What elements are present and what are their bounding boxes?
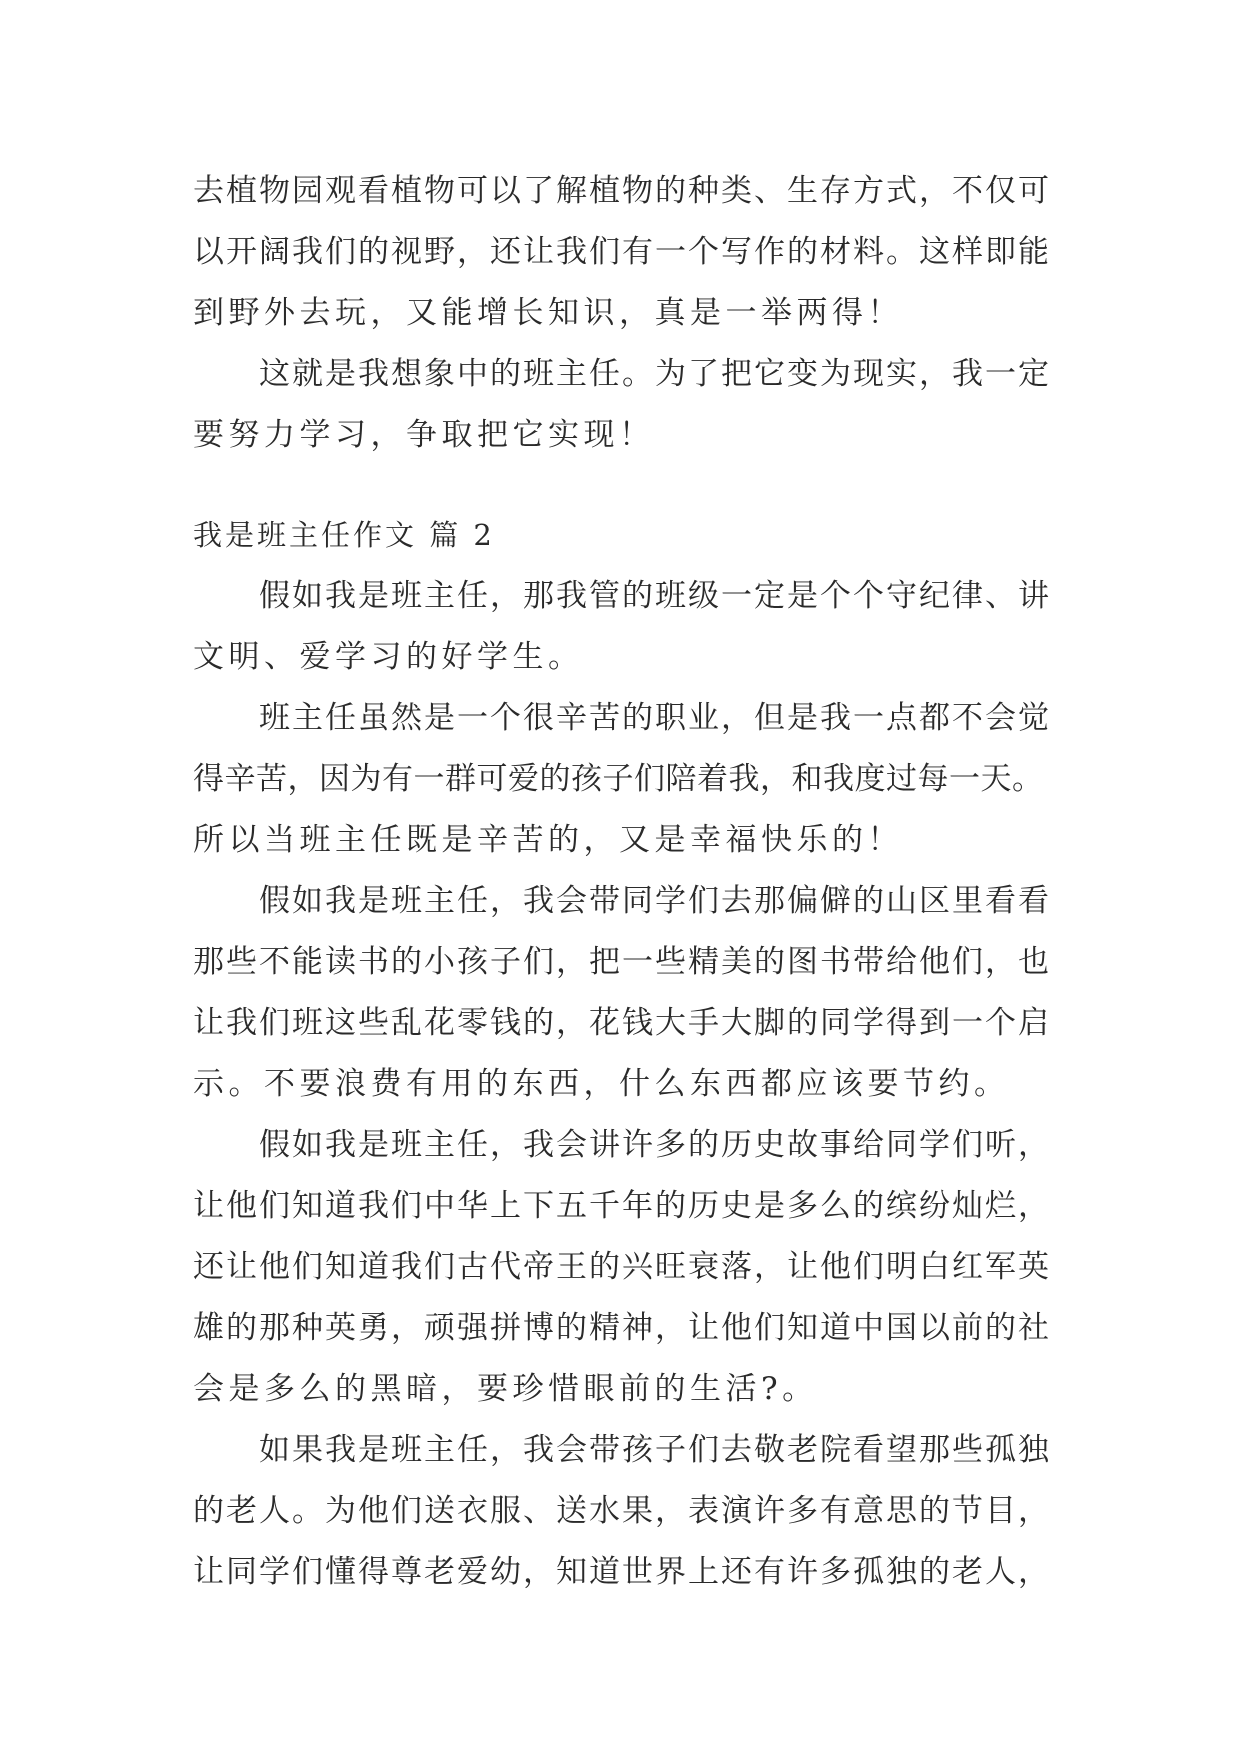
paragraph-start-line: 班主任虽然是一个很辛苦的职业，但是我一点都不会觉 [259, 700, 1051, 736]
top-section [193, 161, 1053, 466]
paragraph-start-line: 假如我是班主任，我会讲许多的历史故事给同学们听， [259, 1127, 1051, 1163]
text-line: 到野外去玩，又能增长知识，真是一举两得！ [193, 295, 903, 331]
text-line: 让他们知道我们中华上下五千年的历史是多么的缤纷灿烂， [193, 1188, 1051, 1224]
text-line: 会是多么的黑暗，要珍惜眼前的生活?。 [193, 1371, 818, 1407]
text-line: 那些不能读书的小孩子们，把一些精美的图书带给他们，也 [193, 944, 1051, 980]
paragraph-start-line: 这就是我想象中的班主任。为了把它变为现实，我一定 [259, 356, 1051, 392]
text-line: 要努力学习，争取把它实现！ [193, 417, 655, 453]
text-line: 文明、爱学习的好学生。 [193, 639, 584, 675]
paragraph-start-line: 假如我是班主任，我会带同学们去那偏僻的山区里看看 [259, 883, 1051, 919]
text-line: 让同学们懂得尊老爱幼，知道世界上还有许多孤独的老人， [193, 1554, 1051, 1590]
text-line: 的老人。为他们送衣服、送水果，表演许多有意思的节目， [193, 1493, 1051, 1529]
text-line: 让我们班这些乱花零钱的，花钱大手大脚的同学得到一个启 [193, 1005, 1051, 1041]
text-line: 得辛苦，因为有一群可爱的孩子们陪着我，和我度过每一天。 [193, 761, 1044, 797]
text-line: 还让他们知道我们古代帝王的兴旺衰落，让他们明白红军英 [193, 1249, 1051, 1285]
text-line: 以开阔我们的视野，还让我们有一个写作的材料。这样即能 [193, 234, 1051, 270]
text-line: 示。不要浪费有用的东西，什么东西都应该要节约。 [193, 1066, 1010, 1102]
text-line: 雄的那种英勇，顽强拼博的精神，让他们知道中国以前的社 [193, 1310, 1051, 1346]
paragraph-start-line: 如果我是班主任，我会带孩子们去敬老院看望那些孤独 [259, 1432, 1051, 1468]
section-title: 我是班主任作文 篇 2 [193, 518, 495, 552]
text-line: 所以当班主任既是辛苦的，又是幸福快乐的！ [193, 822, 903, 858]
main-section [193, 566, 1053, 1603]
paragraph-start-line: 假如我是班主任，那我管的班级一定是个个守纪律、讲 [259, 578, 1051, 614]
text-line: 去植物园观看植物可以了解植物的种类、生存方式，不仅可 [193, 173, 1051, 209]
